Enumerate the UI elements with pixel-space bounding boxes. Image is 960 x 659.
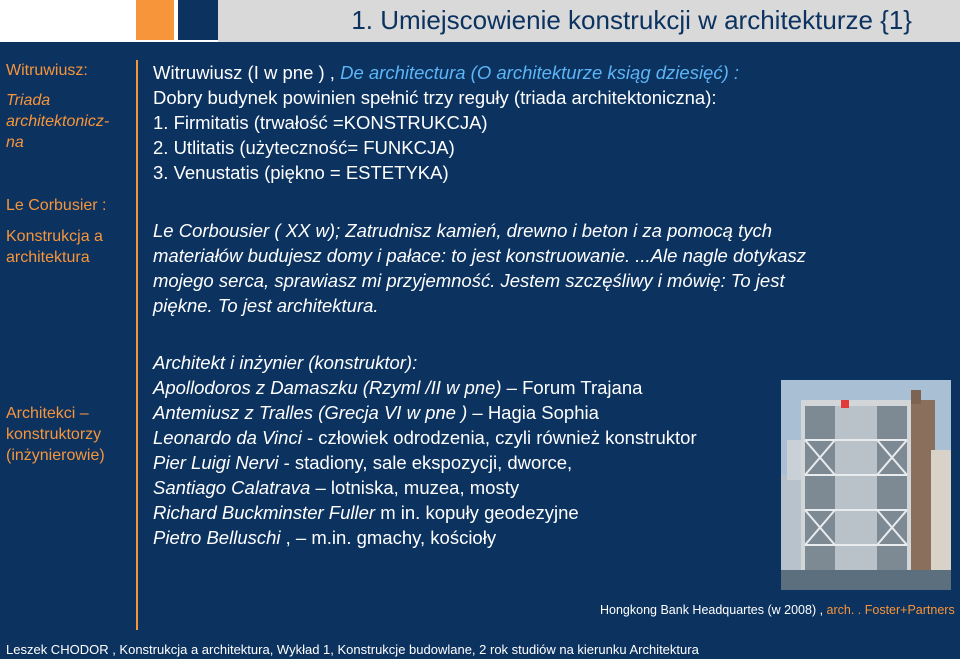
architect-row: [153, 425, 697, 450]
architect-name: Apollodoros z Damaszku (Rzyml /II w pne): [153, 377, 502, 398]
architect-name: Richard Buckminster Fuller: [153, 502, 376, 523]
slide-title: 1. Umiejscowienie konstrukcji w architekturze {1}: [351, 5, 912, 35]
sidebar-architekci: [6, 403, 132, 466]
sidebar-triada-line: Triada: [6, 92, 51, 109]
sidebar-witruwiusz: Witruwiusz:: [6, 62, 88, 79]
architect-name: Antemiusz z Tralles (Grecja VI w pne ): [153, 402, 468, 423]
text-span: Witruwiusz (I w pne ) ,: [153, 62, 341, 83]
building-illustration: [781, 380, 951, 590]
sidebar-konstrukcja-line: Konstrukcja a: [6, 228, 103, 245]
architect-work: – Forum Trajana: [501, 377, 643, 398]
sidebar-divider: [136, 60, 138, 630]
sidebar-architekci-line: (inżynierowie): [6, 447, 105, 464]
quote-line: mojego serca, sprawiasz mi przyjemność. Jestem szczęśliwy i mówię: To jest: [153, 270, 785, 291]
sidebar-konstrukcja-line: architektura: [6, 249, 90, 266]
architect-work: , – m.in. gmachy, kościoły: [280, 527, 497, 548]
architects-heading: Architekt i inżynier (konstruktor):: [153, 352, 418, 373]
slide-footer: Leszek CHODOR , Konstrukcja a architektura, Wykład 1, Konstrukcje budowlane, 2 rok studiów na kierunku Architektura: [6, 642, 699, 657]
book-title: De architectura: [340, 62, 466, 83]
architect-name: Pier Luigi Nervi: [153, 452, 279, 473]
witruwiusz-line: [153, 60, 739, 85]
architect-row: [153, 475, 697, 500]
sidebar-triada: [6, 90, 132, 153]
architect-name: Leonardo da Vinci: [153, 427, 302, 448]
rule-firmitatis: 1. Firmitatis (trwałość =KONSTRUKCJA): [153, 112, 488, 133]
architect-work: – Hagia Sophia: [467, 402, 599, 423]
title-band: [218, 0, 960, 42]
caption-architect: arch. . Foster+Partners: [823, 603, 955, 617]
architect-row: [153, 500, 697, 525]
rule-venustatis: 3. Venustatis (piękno = ESTETYKA): [153, 162, 449, 183]
architect-row: [153, 450, 697, 475]
architect-work: m in. kopuły geodezyjne: [375, 502, 579, 523]
caption-building: Hongkong Bank Headquartes (w 2008) ,: [600, 603, 824, 617]
dark-square: [178, 0, 218, 40]
photo-caption: [600, 603, 955, 617]
architects-list: [153, 350, 697, 550]
accent-square: [136, 0, 174, 40]
architect-work: – lotniska, muzea, mosty: [310, 477, 520, 498]
architect-row: [153, 400, 697, 425]
architect-name: Santiago Calatrava: [153, 477, 311, 498]
sidebar-architekci-line: konstruktorzy: [6, 426, 102, 443]
architect-name: Pietro Belluschi: [153, 527, 281, 548]
quote-line: materiałów budujesz domy i pałace: to jest konstruowanie. ...Ale nagle dotykasz: [153, 245, 806, 266]
sidebar-konstrukcja: [6, 226, 132, 268]
sidebar-triada-line: architektonicz-: [6, 113, 110, 130]
architect-row: [153, 375, 697, 400]
rule-intro: Dobry budynek powinien spełnić trzy reguły (triada architektoniczna):: [153, 87, 717, 108]
quote-line: Le Corbousier ( XX w); Zatrudnisz kamień, drewno i beton i za pomocą tych: [153, 220, 773, 241]
quote-line: piękne. To jest architektura.: [153, 295, 379, 316]
corbusier-quote: [153, 218, 806, 318]
book-title-translation: (O architekturze ksiąg dziesięć) :: [465, 62, 740, 83]
rule-utilitatis: 2. Utlitatis (użyteczność= FUNKCJA): [153, 137, 455, 158]
sidebar-architekci-line: Architekci –: [6, 405, 89, 422]
architect-work: - stadiony, sale ekspozycji, dworce,: [278, 452, 573, 473]
sidebar-corbusier: Le Corbusier :: [6, 197, 107, 214]
sidebar-triada-line: na: [6, 134, 24, 151]
architect-row: [153, 525, 697, 550]
hsbc-building-photo: [781, 380, 951, 590]
witruwiusz-block: [153, 60, 739, 185]
architect-work: - człowiek odrodzenia, czyli również konstruktor: [301, 427, 697, 448]
